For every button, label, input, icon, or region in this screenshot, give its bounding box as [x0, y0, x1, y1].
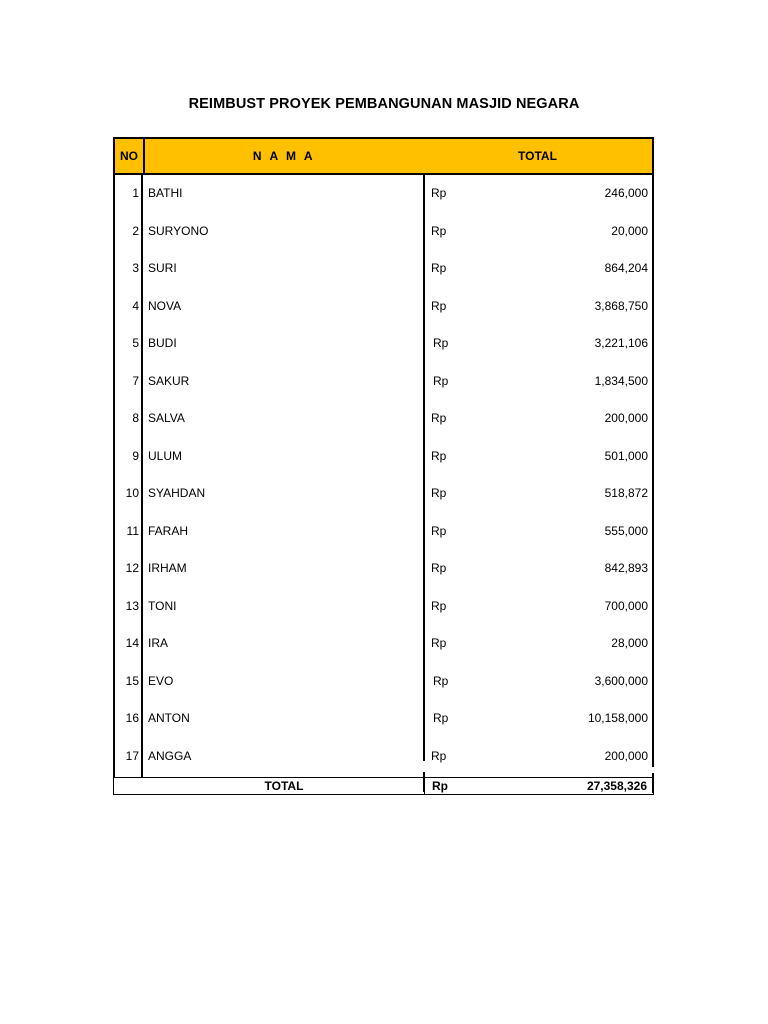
- row-amount: 518,872: [604, 486, 648, 500]
- table-row: [113, 183, 654, 203]
- table-row: [113, 558, 654, 578]
- row-currency: Rp: [433, 374, 449, 388]
- row-name: EVO: [148, 674, 174, 688]
- total-currency: Rp: [432, 779, 448, 793]
- row-amount: 555,000: [604, 524, 648, 538]
- total-divider: [424, 778, 425, 794]
- row-currency: Rp: [431, 449, 447, 463]
- row-name: BUDI: [148, 336, 177, 350]
- row-amount: 10,158,000: [587, 711, 648, 725]
- row-currency: Rp: [433, 711, 449, 725]
- table-row: [113, 296, 654, 316]
- row-currency: Rp: [431, 411, 447, 425]
- row-number: 16: [125, 711, 139, 725]
- table-row: [113, 446, 654, 466]
- row-amount: 3,221,106: [594, 336, 648, 350]
- row-number: 17: [125, 749, 139, 763]
- row-name: ANGGA: [148, 749, 192, 763]
- row-amount: 700,000: [604, 599, 648, 613]
- row-currency: Rp: [431, 186, 447, 200]
- row-amount: 200,000: [604, 411, 648, 425]
- row-currency: Rp: [431, 561, 447, 575]
- row-number: 13: [125, 599, 139, 613]
- table-row: [113, 633, 654, 653]
- table-row: [113, 333, 654, 353]
- row-number: 2: [132, 224, 139, 238]
- row-amount: 20,000: [611, 224, 648, 238]
- row-amount: 28,000: [611, 636, 648, 650]
- row-currency: Rp: [431, 261, 447, 275]
- table-row: [113, 371, 654, 391]
- row-currency: Rp: [433, 674, 449, 688]
- table-row: [113, 221, 654, 241]
- row-name: TONI: [148, 599, 177, 613]
- table-row: [113, 671, 654, 691]
- row-name: FARAH: [148, 524, 189, 538]
- row-amount: 200,000: [604, 749, 648, 763]
- row-name: ANTON: [148, 711, 190, 725]
- row-amount: 842,893: [604, 561, 648, 575]
- reimburse-table: [113, 137, 654, 795]
- header-total: TOTAL: [423, 137, 654, 175]
- row-amount: 864,204: [604, 261, 648, 275]
- row-number: 14: [125, 636, 139, 650]
- row-number: 4: [132, 299, 139, 313]
- document-title: REIMBUST PROYEK PEMBANGUNAN MASJID NEGARA: [188, 96, 580, 112]
- row-currency: Rp: [431, 636, 447, 650]
- header-nama: N A M A: [143, 137, 425, 175]
- row-name: SURYONO: [148, 224, 209, 238]
- table-row: [113, 596, 654, 616]
- row-name: NOVA: [148, 299, 182, 313]
- row-amount: 246,000: [604, 186, 648, 200]
- table-row: [113, 408, 654, 428]
- row-number: 1: [132, 186, 139, 200]
- row-name: SYAHDAN: [148, 486, 206, 500]
- row-number: 10: [125, 486, 139, 500]
- row-number: 9: [132, 449, 139, 463]
- total-amount: 27,358,326: [586, 779, 647, 793]
- row-name: SALVA: [148, 411, 185, 425]
- row-name: IRA: [148, 636, 169, 650]
- row-name: SURI: [148, 261, 177, 275]
- row-number: 7: [132, 374, 139, 388]
- row-number: 11: [126, 524, 139, 538]
- row-currency: Rp: [431, 299, 447, 313]
- total-label: TOTAL: [264, 779, 304, 793]
- row-number: 3: [132, 261, 139, 275]
- row-currency: Rp: [431, 599, 447, 613]
- row-name: BATHI: [148, 186, 183, 200]
- table-row: [113, 521, 654, 541]
- row-currency: Rp: [431, 524, 447, 538]
- header-no: NO: [113, 137, 143, 175]
- row-number: 15: [125, 674, 139, 688]
- row-currency: Rp: [431, 749, 447, 763]
- row-name: ULUM: [148, 449, 183, 463]
- row-name: IRHAM: [148, 561, 187, 575]
- row-currency: Rp: [431, 486, 447, 500]
- row-currency: Rp: [433, 336, 449, 350]
- table-row: [113, 746, 654, 766]
- row-amount: 3,868,750: [594, 299, 648, 313]
- total-row: [113, 777, 654, 795]
- row-amount: 3,600,000: [594, 674, 648, 688]
- row-number: 12: [125, 561, 139, 575]
- row-currency: Rp: [431, 224, 447, 238]
- row-number: 8: [132, 411, 139, 425]
- row-number: 5: [132, 336, 139, 350]
- table-row: [113, 708, 654, 728]
- table-row: [113, 258, 654, 278]
- row-amount: 501,000: [604, 449, 648, 463]
- row-name: SAKUR: [148, 374, 190, 388]
- table-row: [113, 483, 654, 503]
- row-amount: 1,834,500: [594, 374, 648, 388]
